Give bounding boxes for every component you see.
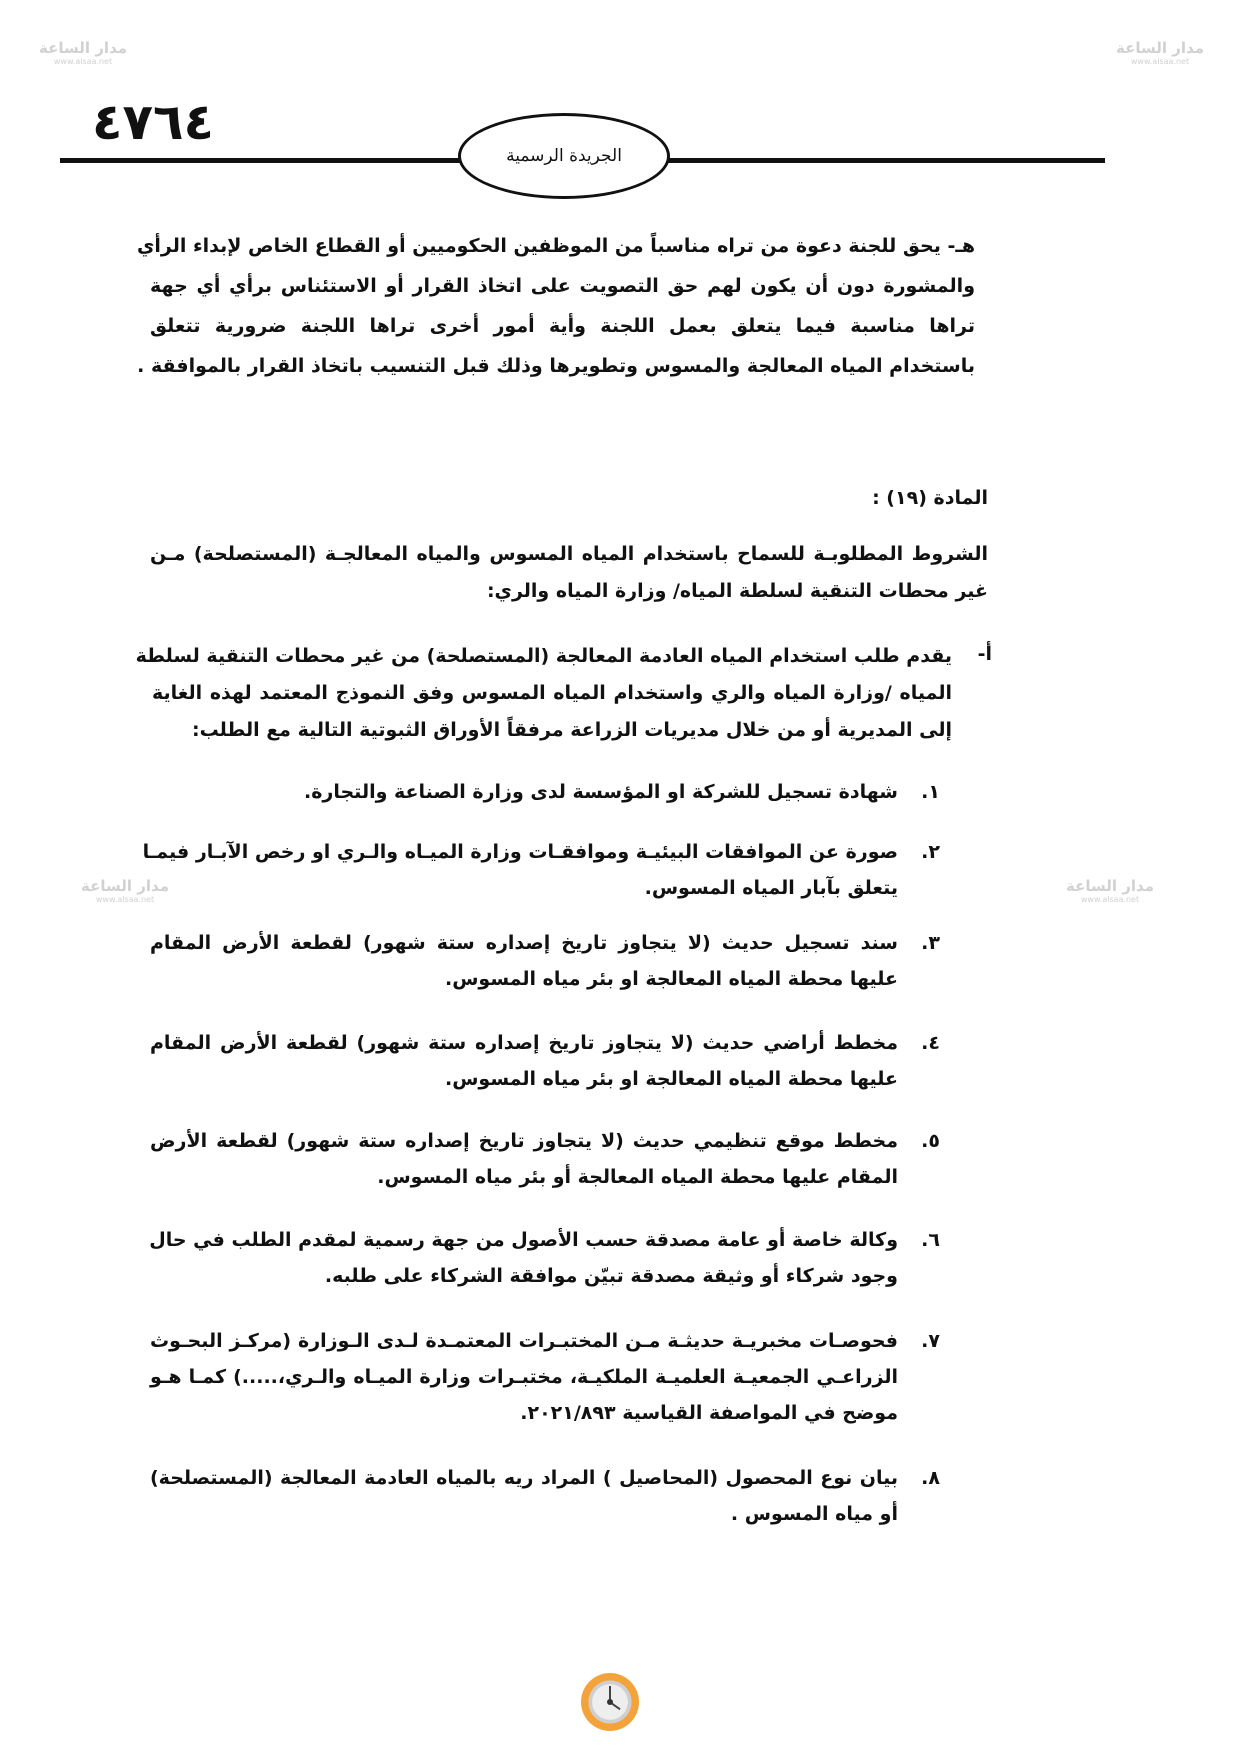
watermark-logo: مدار الساعة (39, 39, 127, 57)
list-item-text (150, 925, 898, 997)
list-item-line: صورة عن الموافقات البيئيـة وموافقـات وزارة الميـاه والـري او رخص الآبـار فيمـا (142, 841, 898, 863)
list-item-text (150, 774, 898, 810)
watermark-mid-right (1055, 878, 1165, 905)
paragraph-line: والمشورة دون أن يكون لهم حق التصويت على اتخاذ القرار أو الاستئناس برأي أي جهة (150, 275, 975, 297)
paragraph-line: هـ- يحق للجنة دعوة من تراه مناسباً من الموظفين الحكوميين أو القطاع الخاص لإبداء الرأي (136, 235, 975, 257)
list-item-text (150, 1222, 898, 1294)
watermark-top-right (1105, 40, 1215, 67)
list-item-line: موضح في المواصفة القياسية ٢٠٢١/٨٩٣. (520, 1402, 898, 1424)
list-item-number: ٧. (921, 1330, 940, 1352)
list-item-line: أو مياه المسوس . (730, 1503, 898, 1525)
clock-logo-icon (581, 1673, 639, 1731)
list-item-line: عليها محطة المياه المعالجة او بئر مياه المسوس. (444, 968, 898, 990)
header-title: الجريدة الرسمية (458, 113, 670, 199)
list-item-line: المقام عليها محطة المياه المعالجة أو بئر مياه المسوس. (377, 1166, 898, 1188)
watermark-top-left (28, 40, 138, 67)
list-item-number: ٣. (921, 932, 940, 954)
list-item-line: مخطط أراضي حديث (لا يتجاوز تاريخ إصداره ستة شهور) لقطعة الأرض المقام (150, 1032, 898, 1054)
watermark-url: www.alsaa.net (1130, 57, 1190, 66)
list-item-number: ٥. (921, 1130, 940, 1152)
list-item-text (150, 1460, 898, 1532)
list-item-line: مخطط موقع تنظيمي حديث (لا يتجاوز تاريخ إصداره ستة شهور) لقطعة الأرض (150, 1130, 898, 1152)
watermark-url: www.alsaa.net (1080, 895, 1140, 904)
paragraph-line: باستخدام المياه المعالجة والمسوس وتطويرها وذلك قبل التنسيب باتخاذ القرار بالموافقة . (137, 355, 975, 377)
list-item-line: بيان نوع المحصول (المحاصيل ) المراد ريه بالمياه العادمة المعالجة (المستصلحة) (150, 1467, 898, 1489)
watermark-url: www.alsaa.net (53, 57, 113, 66)
item-a-line: إلى المديرية أو من خلال مديريات الزراعة مرفقاً الأوراق الثبوتية التالية مع الطلب: (191, 719, 952, 741)
item-a-marker: أ- (977, 643, 992, 665)
list-item-number: ٨. (921, 1467, 940, 1489)
list-item-number: ٢. (921, 841, 940, 863)
list-item-line: شهادة تسجيل للشركة او المؤسسة لدى وزارة الصناعة والتجارة. (303, 781, 898, 803)
item-a-text (135, 638, 952, 749)
watermark-logo: مدار الساعة (1116, 39, 1204, 57)
article-title: المادة (١٩) : (872, 487, 988, 509)
list-item-line: وجود شركاء أو وثيقة مصدقة تبيّن موافقة الشركاء على طلبه. (324, 1265, 898, 1287)
item-a-line: المياه /وزارة المياه والري واستخدام المياه المسوس وفق النموذج المعتمد لهذه الغاية (152, 682, 952, 704)
list-item-number: ٦. (921, 1229, 940, 1251)
item-a-line: يقدم طلب استخدام المياه العادمة المعالجة (المستصلحة) من غير محطات التنقية لسلطة (135, 645, 952, 667)
conditions-line: الشروط المطلوبـة للسماح باستخدام المياه المسوس والمياه المعالجـة (المستصلحة) مـن (150, 543, 988, 565)
list-item-number: ٤. (921, 1032, 940, 1054)
list-item-line: وكالة خاصة أو عامة مصدقة حسب الأصول من جهة رسمية لمقدم الطلب في حال (149, 1229, 898, 1251)
page-number: ٤٧٦٤ (92, 93, 215, 151)
watermark-url: www.alsaa.net (95, 895, 155, 904)
list-item-text (150, 1323, 898, 1431)
list-item-number: ١. (921, 781, 940, 803)
list-item-line: الزراعـي الجمعيـة العلميـة الملكيـة، مختبـرات وزارة الميـاه والـري،.....) كمـا هـو (150, 1366, 898, 1388)
list-item-line: عليها محطة المياه المعالجة او بئر مياه المسوس. (444, 1068, 898, 1090)
list-item-line: يتعلق بآبار المياه المسوس. (644, 877, 898, 899)
list-item-line: سند تسجيل حديث (لا يتجاوز تاريخ إصداره ستة شهور) لقطعة الأرض المقام (150, 932, 898, 954)
list-item-text (150, 1025, 898, 1097)
conditions-heading (150, 536, 988, 610)
watermark-logo: مدار الساعة (81, 877, 169, 895)
watermark-logo: مدار الساعة (1066, 877, 1154, 895)
conditions-line: غير محطات التنقية لسلطة المياه/ وزارة المياه والري: (486, 580, 988, 602)
list-item-text (142, 834, 898, 906)
list-item-line: فحوصـات مخبريـة حديثـة مـن المختبـرات المعتمـدة لـدى الـوزارة (مركـز البحـوث (150, 1330, 898, 1352)
paragraph-h (136, 226, 975, 386)
list-item-text (150, 1123, 898, 1195)
paragraph-line: تراها مناسبة فيما يتعلق بعمل اللجنة وأية أمور أخرى تراها اللجنة ضرورية تتعلق (150, 315, 975, 337)
